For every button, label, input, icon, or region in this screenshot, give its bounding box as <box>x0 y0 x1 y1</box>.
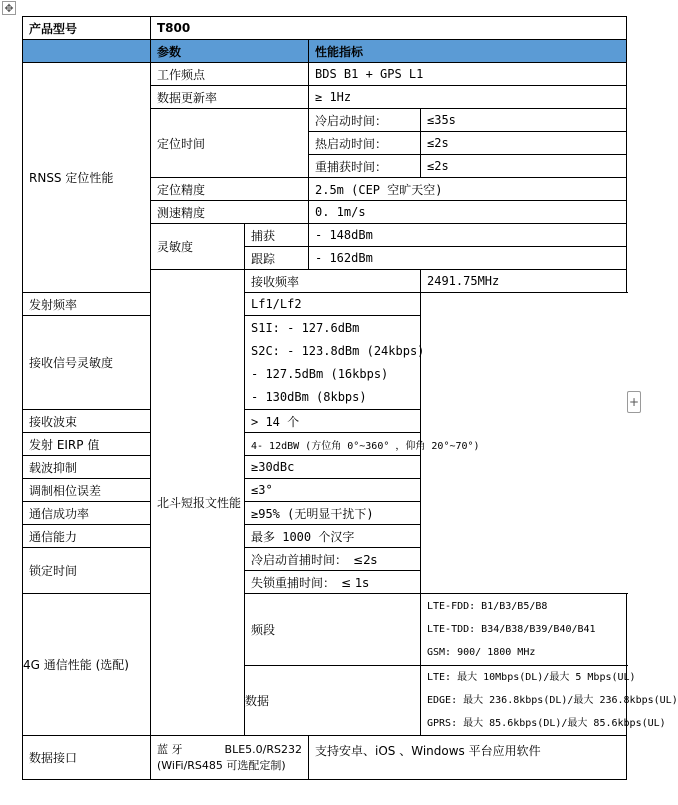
table-row <box>23 736 627 780</box>
rnss-freq-value: BDS B1 + GPS L1 <box>309 63 627 86</box>
rnss-reacq-value: ≤2s <box>421 155 627 178</box>
table-row <box>23 17 627 40</box>
table-row <box>23 410 627 433</box>
lte-category: 4G 通信性能 (选配) <box>23 594 151 736</box>
beidou-beams-value: > 14 个 <box>245 410 421 433</box>
rnss-track-label: 跟踪 <box>245 247 309 270</box>
lte-band-line: GSM: 900/ 1800 MHz <box>427 647 536 658</box>
beidou-eirp-value: 4- 12dBW (方位角 0°~360° ，仰角 20°~70°) <box>245 433 421 456</box>
lte-data-label: 数据 <box>245 666 421 736</box>
lte-data-line: GPRS: 最大 85.6kbps(DL)/最大 85.6kbps(UL) <box>427 718 666 729</box>
add-row-plus-icon[interactable]: + <box>627 391 641 413</box>
lte-data-line: EDGE: 最大 236.8kbps(DL)/最大 236.8kbps(UL) <box>427 695 678 706</box>
rnss-sens-label: 灵敏度 <box>151 224 245 270</box>
interface-bt-label: 蓝 牙 <box>157 742 183 756</box>
interface-category: 数据接口 <box>23 736 151 780</box>
interface-bt <box>151 736 309 780</box>
rnss-speed-value: 0. 1m/s <box>309 201 627 224</box>
beidou-lock-label: 锁定时间 <box>23 548 245 594</box>
rnss-hot-value: ≤2s <box>421 132 627 155</box>
beidou-lock-loss <box>245 571 421 594</box>
table-row <box>23 479 627 502</box>
rnss-freq-label: 工作频点 <box>151 63 309 86</box>
beidou-lock-cold-label: 冷启动首捕时间： <box>251 552 348 567</box>
beidou-success-label: 通信成功率 <box>23 502 245 525</box>
beidou-txfreq-label: 发射频率 <box>23 293 245 316</box>
beidou-rxfreq-label: 接收频率 <box>245 270 421 293</box>
beidou-rxsens-line: S2C: - 123.8dBm (24kbps) <box>251 343 425 358</box>
lte-data-values <box>421 666 678 736</box>
rnss-track-value: - 162dBm <box>309 247 627 270</box>
beidou-phase-label: 调制相位误差 <box>23 479 245 502</box>
beidou-capacity-value: 最多 1000 个汉字 <box>245 525 421 548</box>
table-row <box>23 293 627 316</box>
table-row <box>23 525 627 548</box>
rnss-hot-label: 热启动时间： <box>309 132 421 155</box>
beidou-beams-label: 接收波束 <box>23 410 245 433</box>
rnss-acq-value: - 148dBm <box>309 224 627 247</box>
beidou-rxsens-values <box>245 316 425 410</box>
header-param: 参数 <box>151 40 309 63</box>
beidou-carrier-value: ≥30dBc <box>245 456 421 479</box>
spec-table <box>22 16 678 780</box>
beidou-carrier-label: 载波抑制 <box>23 456 245 479</box>
table-row <box>23 502 627 525</box>
header-blank-cell <box>23 40 151 63</box>
beidou-lock-loss-label: 失锁重捕时间： <box>251 575 336 590</box>
lte-band-line: LTE-TDD: B34/B38/B39/B40/B41 <box>427 624 596 635</box>
header-spec: 性能指标 <box>309 40 627 63</box>
beidou-lock-loss-value: ≤ 1s <box>341 575 369 590</box>
rnss-accuracy-value: 2.5m (CEP 空旷天空) <box>309 178 627 201</box>
rnss-cold-value: ≤35s <box>421 109 627 132</box>
lte-band-line: LTE-FDD: B1/B3/B5/B8 <box>427 601 548 612</box>
table-row <box>23 63 627 86</box>
rnss-ttff-label: 定位时间 <box>151 109 309 178</box>
product-label: 产品型号 <box>23 17 151 40</box>
table-row <box>23 594 627 666</box>
table-row <box>23 433 627 456</box>
rnss-accuracy-label: 定位精度 <box>151 178 309 201</box>
beidou-lock-cold <box>245 548 421 571</box>
beidou-rxsens-line: S1I: - 127.6dBm <box>251 320 360 335</box>
beidou-eirp-label: 发射 EIRP 值 <box>23 433 245 456</box>
interface-bt-line <box>157 742 302 758</box>
table-row <box>23 456 627 479</box>
rnss-speed-label: 测速精度 <box>151 201 309 224</box>
beidou-success-value: ≥95% (无明显干扰下) <box>245 502 421 525</box>
beidou-rxsens-line: - 127.5dBm (16kbps) <box>251 366 389 381</box>
table-row <box>23 316 627 410</box>
beidou-category: 北斗短报文性能 <box>151 270 245 736</box>
lte-band-label: 频段 <box>245 594 421 666</box>
interface-bt-note: (WiFi/RS485 可选配定制) <box>157 758 286 772</box>
product-model: T800 <box>151 17 627 40</box>
beidou-txfreq-value: Lf1/Lf2 <box>245 293 421 316</box>
interface-bt-value: BLE5.0/RS232 <box>224 742 302 756</box>
lte-band-values <box>421 594 627 666</box>
beidou-phase-value: ≤3° <box>245 479 421 502</box>
rnss-reacq-label: 重捕获时间： <box>309 155 421 178</box>
lte-data-line: LTE: 最大 10Mbps(DL)/最大 5 Mbps(UL) <box>427 672 636 683</box>
table-move-handle-icon[interactable]: ✥ <box>2 1 16 15</box>
rnss-update-value: ≥ 1Hz <box>309 86 627 109</box>
beidou-rxsens-label: 接收信号灵敏度 <box>23 316 245 410</box>
table-header-row <box>23 40 627 63</box>
beidou-rxsens-line: - 130dBm (8kbps) <box>251 389 367 404</box>
rnss-update-label: 数据更新率 <box>151 86 309 109</box>
rnss-category: RNSS 定位性能 <box>23 63 151 293</box>
beidou-lock-cold-value: ≤2s <box>353 552 377 567</box>
beidou-capacity-label: 通信能力 <box>23 525 245 548</box>
beidou-rxfreq-value: 2491.75MHz <box>421 270 627 293</box>
rnss-cold-label: 冷启动时间： <box>309 109 421 132</box>
interface-value: 支持安卓、iOS 、Windows 平台应用软件 <box>309 736 627 780</box>
rnss-acq-label: 捕获 <box>245 224 309 247</box>
table-row <box>23 548 627 571</box>
